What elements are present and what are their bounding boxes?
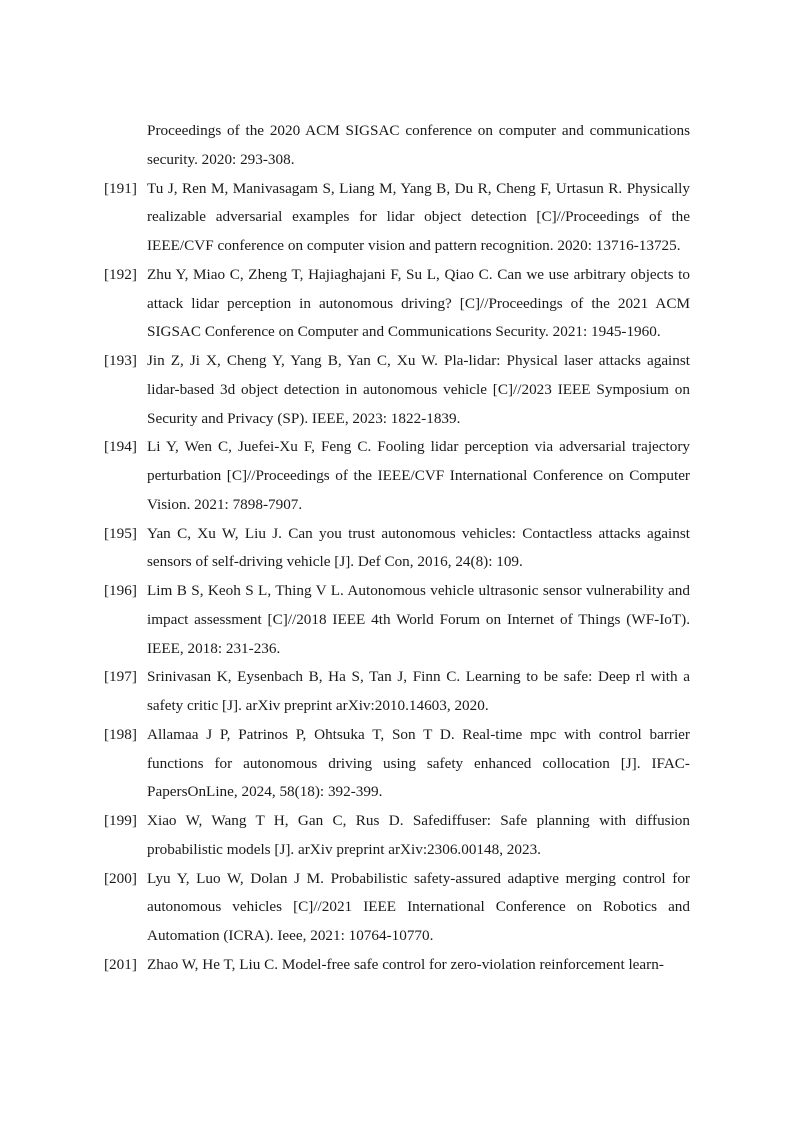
reference-item-191 [104,175,690,261]
reference-item-192 [104,261,690,347]
reference-item-197 [104,663,690,721]
reference-number: [194] [104,438,137,456]
reference-number: [195] [104,524,137,542]
reference-text: Proceedings of the 2020 ACM SIGSAC conference on computer and communications security. 2020: 293-308. [147,122,690,168]
reference-number: [198] [104,725,137,743]
reference-item-199 [104,807,690,865]
reference-text: Lyu Y, Luo W, Dolan J M. Probabilistic safety-assured adaptive merging control for autonomous vehicles [C]//2021 IEEE International Conference on Robotics and Automation (ICRA). Ieee, 2021: 10764-10770. [147,869,690,944]
reference-item-195 [104,520,690,578]
reference-number: [201] [104,955,137,973]
reference-item-194 [104,433,690,519]
reference-number: [200] [104,869,137,887]
reference-list [104,117,690,980]
reference-item-continued [104,117,690,175]
reference-text: Lim B S, Keoh S L, Thing V L. Autonomous vehicle ultrasonic sensor vulnerability and impact assessment [C]//2018 IEEE 4th World Forum on Internet of Things (WF-IoT). IEEE, 2018: 231-236. [147,582,690,657]
reference-number: [191] [104,179,137,197]
reference-item-198 [104,721,690,807]
reference-number: [193] [104,352,137,369]
reference-text: Srinivasan K, Eysenbach B, Ha S, Tan J, Finn C. Learning to be safe: Deep rl with a safety critic [J]. arXiv preprint arXiv:2010.14603, 2020. [147,668,690,714]
reference-number: [196] [104,582,137,599]
reference-item-201 [104,951,690,980]
reference-text: Jin Z, Ji X, Cheng Y, Yang B, Yan C, Xu W. Pla-lidar: Physical laser attacks against lidar-based 3d object detection in autonomous vehicle [C]//2023 IEEE Symposium on Security and Privacy (SP). IEEE, 2023: 1822-1839. [147,352,690,427]
reference-number: [192] [104,265,137,283]
reference-text: Yan C, Xu W, Liu J. Can you trust autonomous vehicles: Contactless attacks against sensors of self-driving vehicle [J]. Def Con, 2016, 24(8): 109. [147,524,690,571]
reference-item-193 [104,347,690,433]
reference-text: Zhu Y, Miao C, Zheng T, Hajiaghajani F, Su L, Qiao C. Can we use arbitrary objects to attack lidar perception in autonomous driving? [C]//Proceedings of the 2021 ACM SIGSAC Conference on Computer and Communications Security. 2021: 1945-1960. [147,265,690,341]
reference-text: Zhao W, He T, Liu C. Model-free safe control for zero-violation reinforcement learn- [147,955,664,973]
reference-text: Xiao W, Wang T H, Gan C, Rus D. Safediffuser: Safe planning with diffusion probabilistic models [J]. arXiv preprint arXiv:2306.00148, 2023. [147,812,690,858]
reference-number: [197] [104,668,137,686]
reference-item-200 [104,865,690,951]
reference-text: Allamaa J P, Patrinos P, Ohtsuka T, Son T D. Real-time mpc with control barrier functions for autonomous driving using safety enhanced collocation [J]. IFAC-PapersOnLine, 2024, 58(18): 392-399. [147,725,690,801]
reference-text: Tu J, Ren M, Manivasagam S, Liang M, Yang B, Du R, Cheng F, Urtasun R. Physically realizable adversarial examples for lidar object detection [C]//Proceedings of the IEEE/CVF conference on computer vision and pattern recognition. 2020: 13716-13725. [147,179,690,254]
reference-text: Li Y, Wen C, Juefei-Xu F, Feng C. Fooling lidar perception via adversarial trajectory perturbation [C]//Proceedings of the IEEE/CVF International Conference on Computer Vision. 2021: 7898-7907. [147,438,690,513]
reference-item-196 [104,577,690,663]
reference-number: [199] [104,812,137,829]
